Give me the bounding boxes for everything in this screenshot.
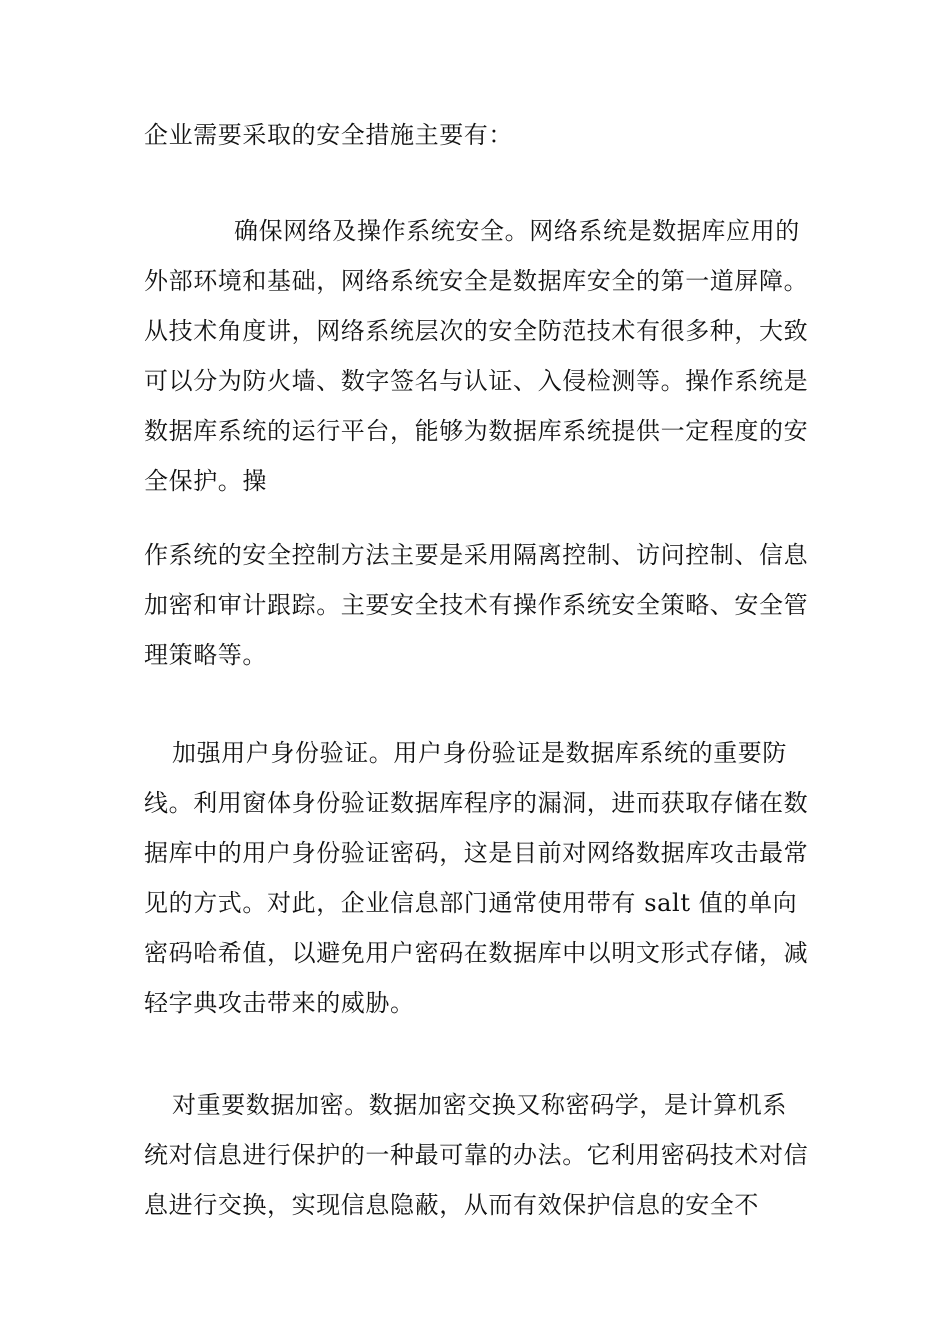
paragraph-data-encryption: 对重要数据加密。数据加密交换又称密码学，是计算机系统对信息进行保护的一种最可靠的办法。它利用密码技术对信息进行交换，实现信息隐蔽，从而有效保护信息的安全不 (144, 1091, 809, 1219)
paragraph-user-authentication: 加强用户身份验证。用户身份验证是数据库系统的重要防线。利用窗体身份验证数据库程序的漏洞，进而获取存储在数据库中的用户身份验证密码，这是目前对网络数据库攻击最常见的方式。对此，企业信息部门通常使用带有 salt 值的单向密码哈希值，以避免用户密码在数据库中以明文形式存储，减轻字典攻击带来的威胁。 (144, 739, 809, 1017)
paragraph-os-control: 作系统的安全控制方法主要是采用隔离控制、访问控制、信息加密和审计跟踪。主要安全技术有操作系统安全策略、安全管理策略等。 (144, 541, 809, 669)
paragraph-network-security: 确保网络及操作系统安全。网络系统是数据库应用的外部环境和基础，网络系统安全是数据库安全的第一道屏障。从技术角度讲，网络系统层次的安全防范技术有很多种，大致可以分为防火墙、数字签名与认证、入侵检测等。操作系统是数据库系统的运行平台，能够为数据库系统提供一定程度的安全保护。操 (144, 217, 809, 495)
intro-line: 企业需要采取的安全措施主要有： (144, 121, 513, 149)
